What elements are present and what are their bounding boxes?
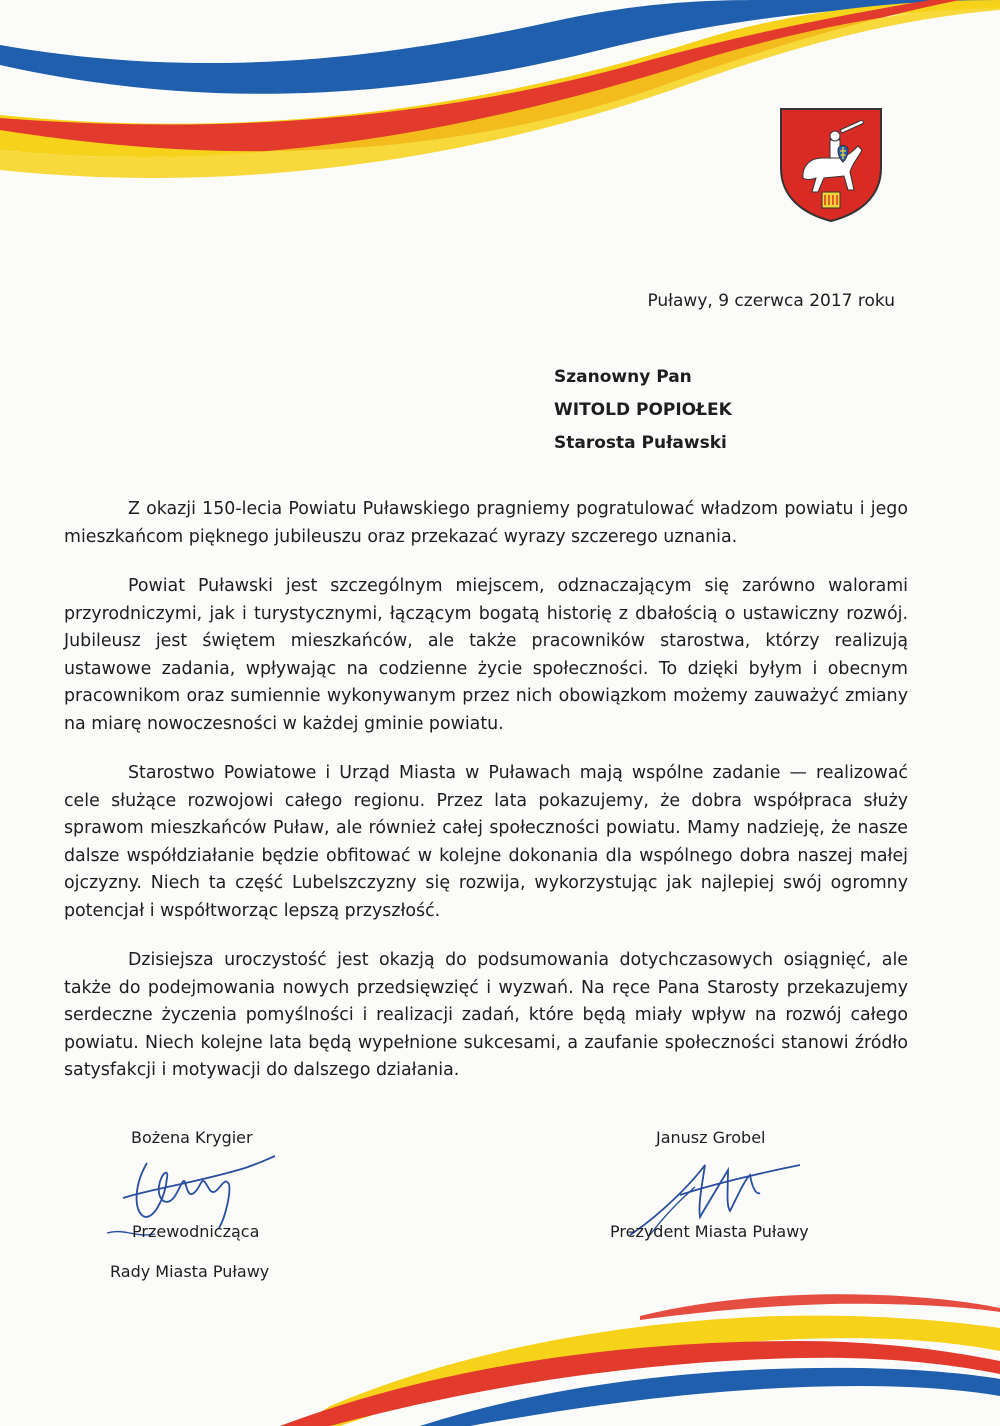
recipient-salutation: Szanowny Pan [554, 367, 692, 387]
left-signatory-role-line1: Przewodnicząca [132, 1222, 260, 1241]
letter-date: Puławy, 9 czerwca 2017 roku [647, 291, 895, 311]
bottom-ribbon-decoration [0, 1256, 1000, 1426]
recipient-block [554, 361, 732, 460]
right-signatory-name: Janusz Grobel [656, 1128, 766, 1147]
left-signatory-role-line2: Rady Miasta Puławy [110, 1262, 270, 1281]
coat-of-arms-icon [778, 106, 884, 224]
body-paragraph: Dzisiejsza uroczystość jest okazją do podsumowania dotychczasowych osiągnięć, ale także do podejmowania nowych przedsięwzięć i wyzwań. Na ręce Pana Starosty przekazujemy serdeczne życzenia pomyślności i realizacji zadań, które będą miały wpływ na rozwój całego powiatu. Niech kolejne lata będą wypełnione sukcesami, a zaufanie społeczności stanowi źródło satysfakcji i motywacji do dalszego działania. [64, 950, 908, 1080]
body-paragraph: Powiat Puławski jest szczególnym miejscem, odznaczającym się zarówno walorami przyrodniczymi, jak i turystycznymi, łączącym bogatą historię z dbałością o ustawiczny rozwój. Jubileusz jest świętem mieszkańców, ale także pracowników starostwa, którzy realizują ustawowe zadania, wpływając na codzienne życie społeczności. To dzięki byłym i obecnym pracownikom oraz sumiennie wykonywanym przez nich obowiązkom możemy zauważyć zmiany na miarę nowoczesności w każdej gminie powiatu. [64, 576, 908, 734]
body-paragraph: Starostwo Powiatowe i Urząd Miasta w Puławach mają wspólne zadanie — realizować cele służące rozwojowi całego regionu. Przez lata pokazujemy, że dobra współpraca służy sprawom mieszkańców Puław, ale również całej społeczności powiatu. Mamy nadzieję, że nasze dalsze współdziałanie będzie obfitować w kolejne dokonania dla wspólnego dobra naszej małej ojczyzny. Niech ta część Lubelszczyzny się rozwija, wykorzystując jak najlepiej swój ogromny potencjał i współtworząc lepszą przyszłość. [64, 763, 908, 921]
recipient-title: Starosta Puławski [554, 433, 727, 453]
right-signatory-role: Prezydent Miasta Puławy [610, 1222, 809, 1241]
body-paragraph: Z okazji 150-lecia Powiatu Puławskiego pragniemy pogratulować władzom powiatu i jego mieszkańcom pięknego jubileuszu oraz przekazać wyrazy szczerego uznania. [64, 499, 908, 547]
left-signatory-name: Bożena Krygier [131, 1128, 253, 1147]
letter-body [64, 496, 908, 1107]
recipient-name: WITOLD POPIOŁEK [554, 400, 732, 420]
